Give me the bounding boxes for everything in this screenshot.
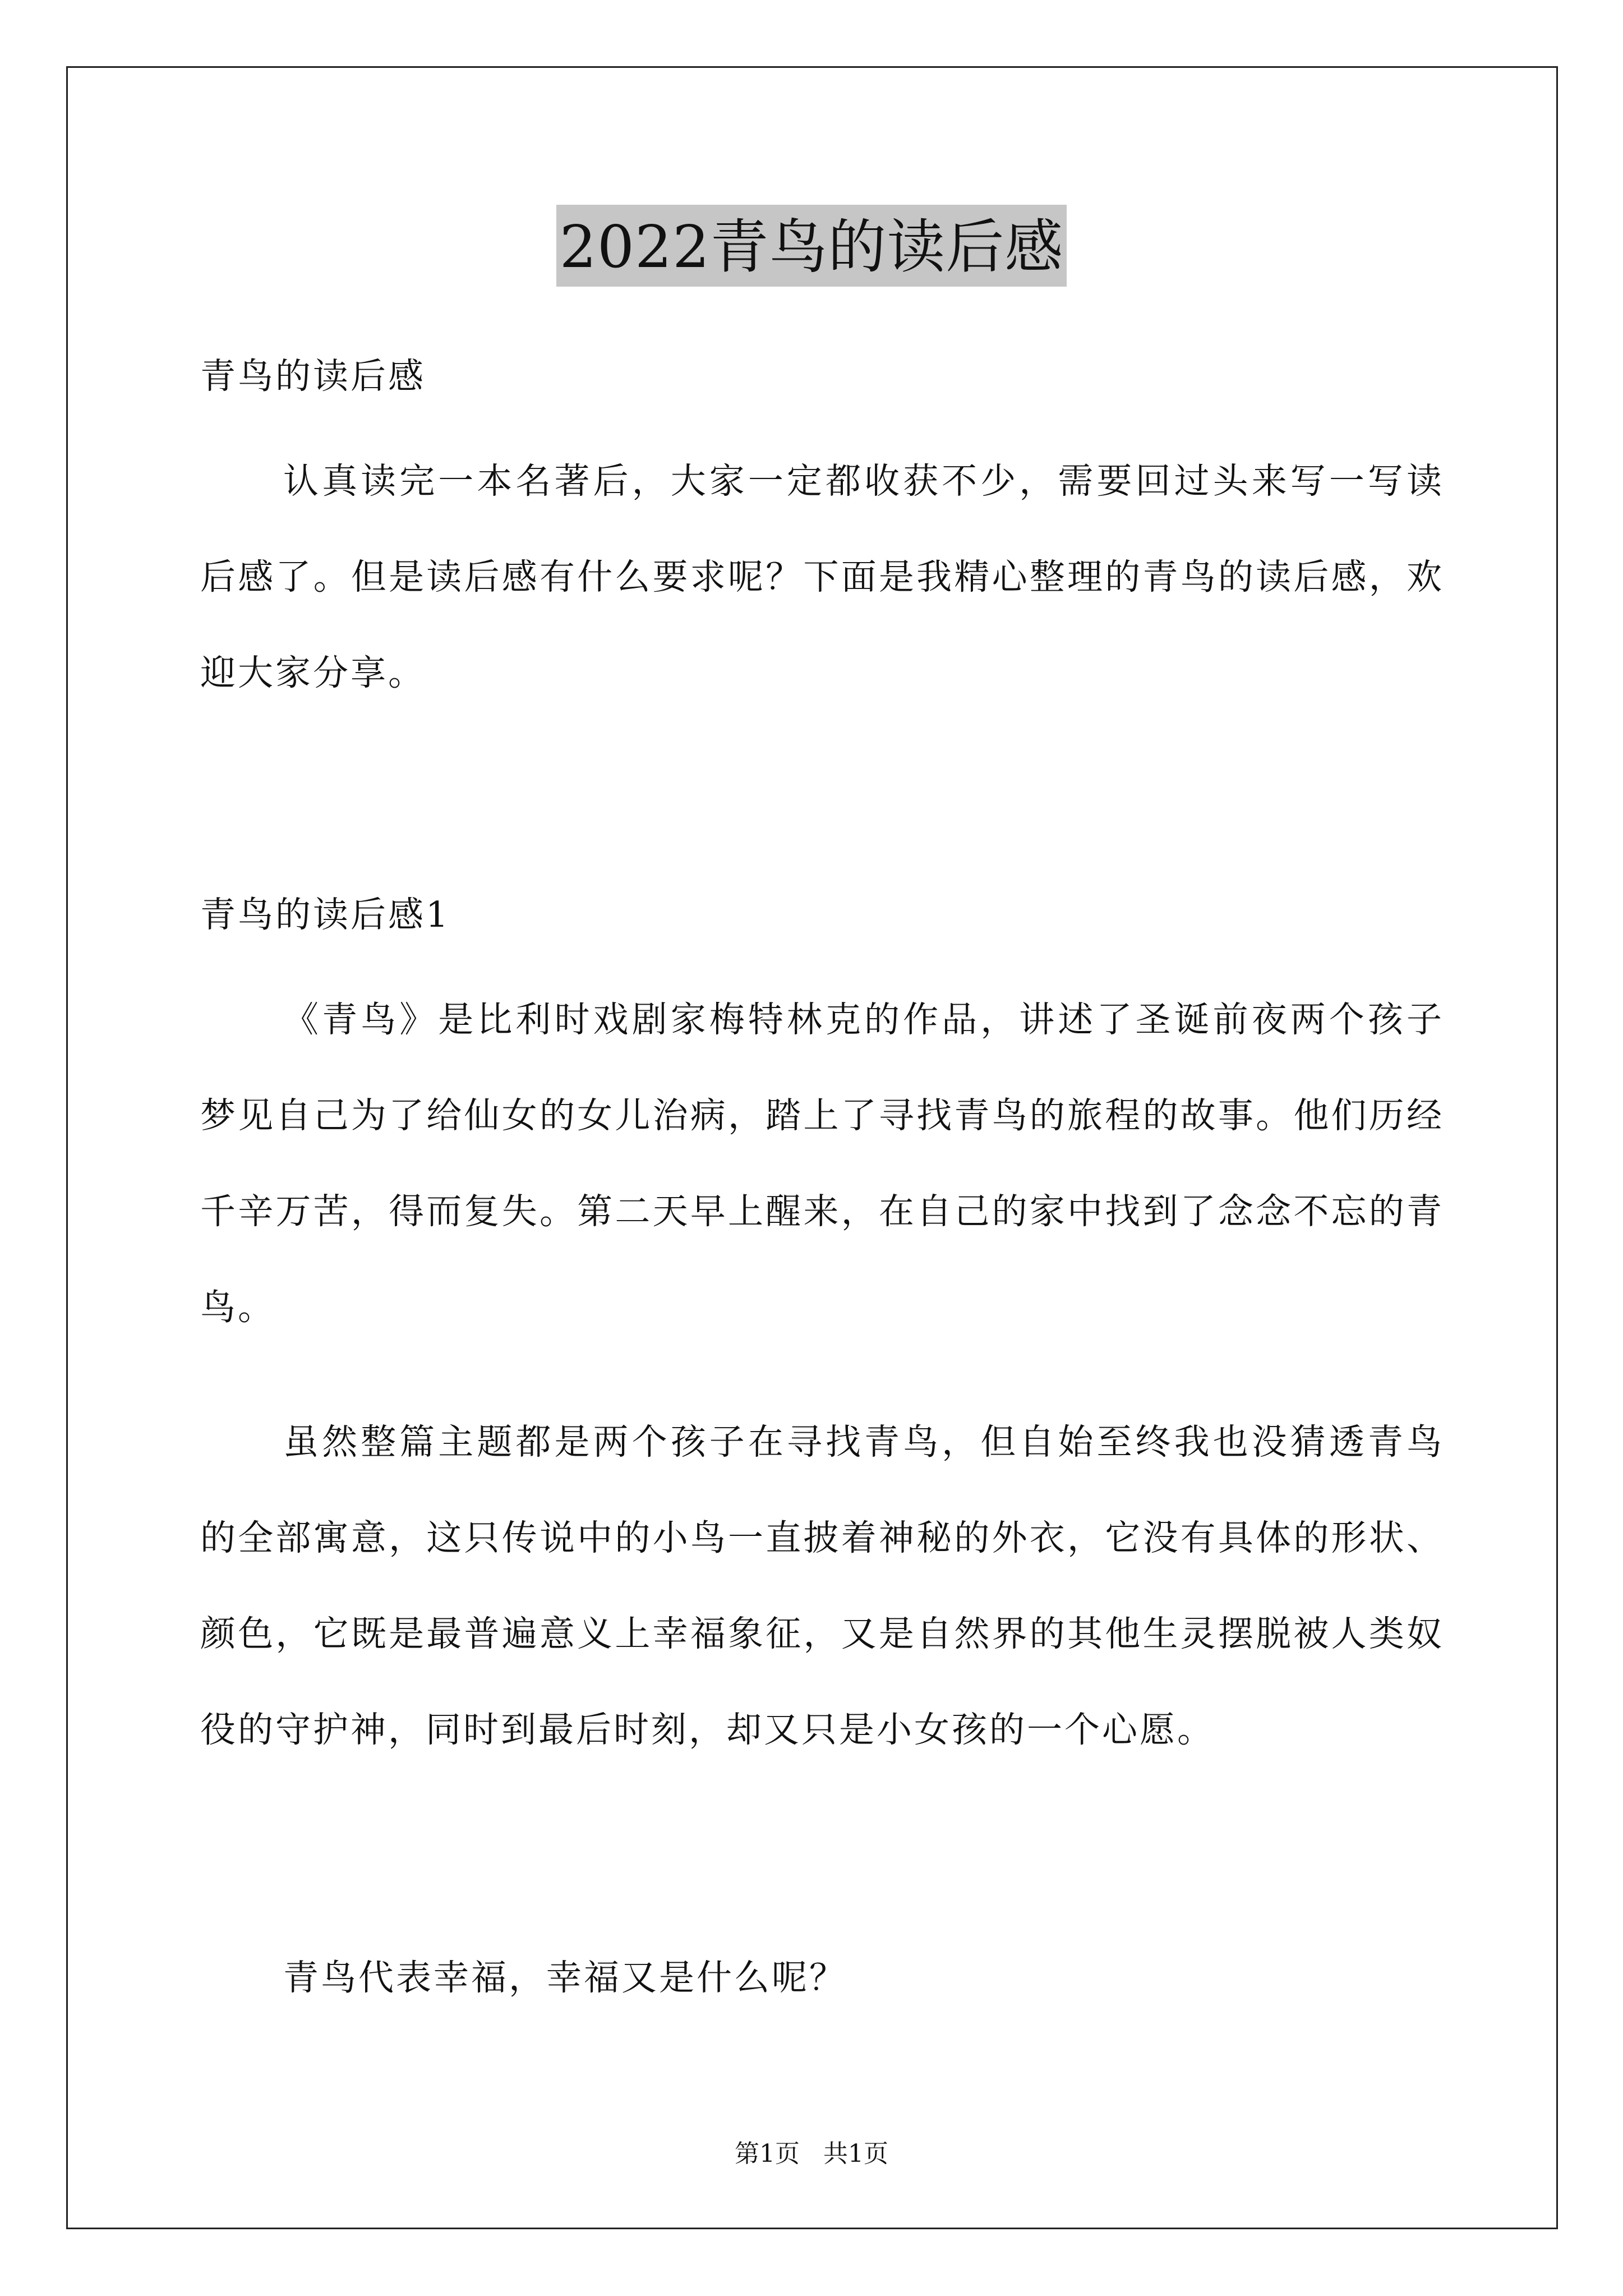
body-paragraph-1: 《青鸟》是比利时戏剧家梅特林克的作品，讲述了圣诞前夜两个孩子梦见自己为了给仙女的女儿治病，踏上了寻找青鸟的旅程的故事。他们历经千辛万苦，得而复失。第二天早上醒来，在自己的家中找到了念念不忘的青鸟。	[200, 999, 1444, 1328]
title-container	[0, 205, 1623, 287]
document-title: 2022青鸟的读后感	[556, 205, 1067, 287]
page-number: 第1页	[735, 2139, 800, 2168]
intro-heading: 青鸟的读后感	[200, 356, 426, 397]
body-paragraph-2: 虽然整篇主题都是两个孩子在寻找青鸟，但自始至终我也没猜透青鸟的全部寓意，这只传说中的小鸟一直披着神秘的外衣，它没有具体的形状、颜色，它既是最普遍意义上幸福象征，又是自然界的其他生灵摆脱被人类奴役的守护神，同时到最后时刻，却又只是小女孩的一个心愿。	[200, 1421, 1444, 1750]
intro-paragraph: 认真读完一本名著后，大家一定都收获不少，需要回过头来写一写读后感了。但是读后感有什么要求呢？下面是我精心整理的青鸟的读后感，欢迎大家分享。	[200, 461, 1444, 693]
page-footer	[0, 2137, 1623, 2171]
body-paragraph-3: 青鸟代表幸福，幸福又是什么呢？	[283, 1957, 847, 1998]
page-total: 共1页	[823, 2139, 888, 2168]
section-heading-1: 青鸟的读后感1	[200, 894, 451, 935]
